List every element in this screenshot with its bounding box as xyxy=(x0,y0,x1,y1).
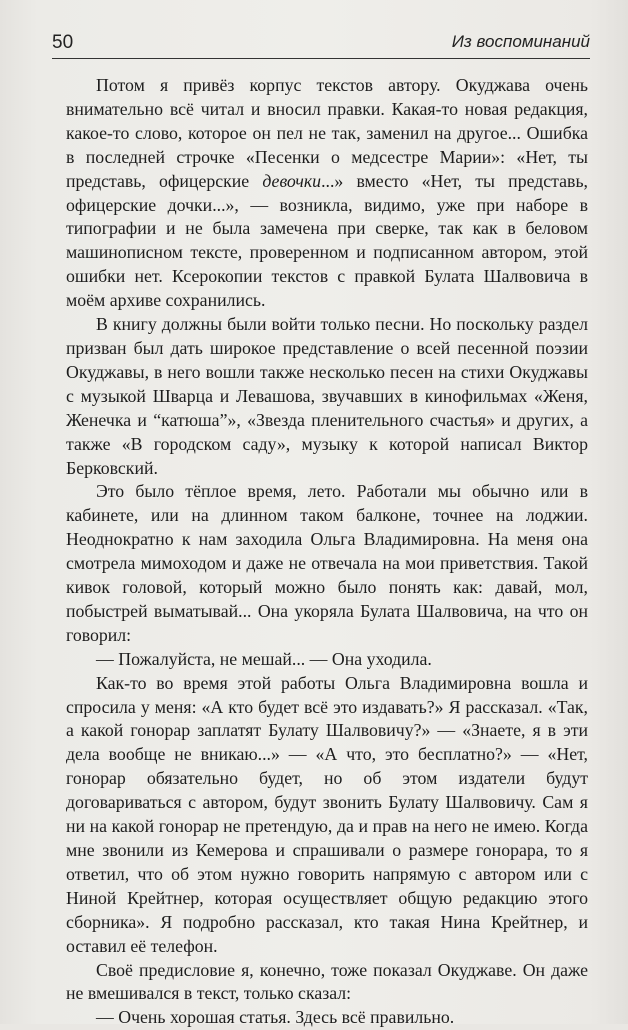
paragraph-4: Как-то во время этой работы Ольга Владимировна вошла и спросила у меня: «А кто будет всё это издавать?» Я рассказал. «Так, а какой гонорар заплатят Булату Шалвовичу?» — «Знаете, я в эти дела вообще не вникаю...» — «А что, это бесплатно?» — «Нет, гонорар обязательно будет, но об этом издатели будут договариваться с автором, будут звонить Булату Шалвовичу. Сам я ни на какой гонорар не претендую, да и прав на него не имею. Когда мне звонили из Кемерова и спрашивали о размере гонорара, то я ответил, что об этом нужно говорить напрямую с автором или с Ниной Крейтнер, которая осуществляет общую редакцию этого сборника». Я подробно рассказал, кто такая Нина Крейтнер, и оставил её телефон. xyxy=(66,672,588,956)
running-header xyxy=(52,26,590,56)
paragraph-1: Потом я привёз корпус текстов автору. Окуджава очень внимательно всё читал и вносил правки. Какая-то новая редакция, какое-то слово, которое он пел не так, заменил на другое... Ошибка в последней строчке «Песенки о медсестре Марии»: «Нет, ты представь, офицерские девочки...» вместо «Нет, ты представь, офицерские дочки...», — возникла, видимо, уже при наборе в типографии и не была замечена при сверке, так как в беловом машинописном тексте, проверенном и подписанном автором, этой ошибки нет. Ксерокопии текстов с правкой Булата Шалвовича в моём архиве сохранились. xyxy=(66,75,589,311)
header-rule xyxy=(52,58,590,59)
italic-word: девочки xyxy=(262,170,322,191)
paragraph-2: В книгу должны были войти только песни. Но поскольку раздел призван был дать широкое представление о всей песенной поэзии Окуджавы, в него вошли также несколько песен на стихи Окуджавы с музыкой Шварца и Левашова, звучавших в кинофильмах «Женя, Женечка и “катюша”», «Звезда пленительного счастья» и других, а также «В городском саду», музыку к которой написал Виктор Берковский. xyxy=(66,314,588,478)
dialogue-line-1: — Пожалуйста, не мешай... — Она уходила. xyxy=(96,648,432,669)
body-text xyxy=(66,74,588,1030)
dialogue-line-2: — Очень хорошая статья. Здесь всё правильно. xyxy=(96,1007,455,1028)
paragraph-3: Это было тёплое время, лето. Работали мы обычно или в кабинете, или на длинном таком балконе, точнее на лоджии. Неоднократно к нам заходила Ольга Владимировна. На меня она смотрела мимоходом и даже не отвечала на мои приветствия. Такой кивок головой, который можно было понять как: давай, мол, побыстрей выматывай... Она укоряла Булата Шалвовича, на что он говорил: xyxy=(66,481,588,645)
paragraph-5: Своё предисловие я, конечно, тоже показал Окуджаве. Он даже не вмешивался в текст, только сказал: xyxy=(66,959,588,1004)
page-number: 50 xyxy=(52,32,74,53)
running-title: Из воспоминаний xyxy=(451,32,590,51)
